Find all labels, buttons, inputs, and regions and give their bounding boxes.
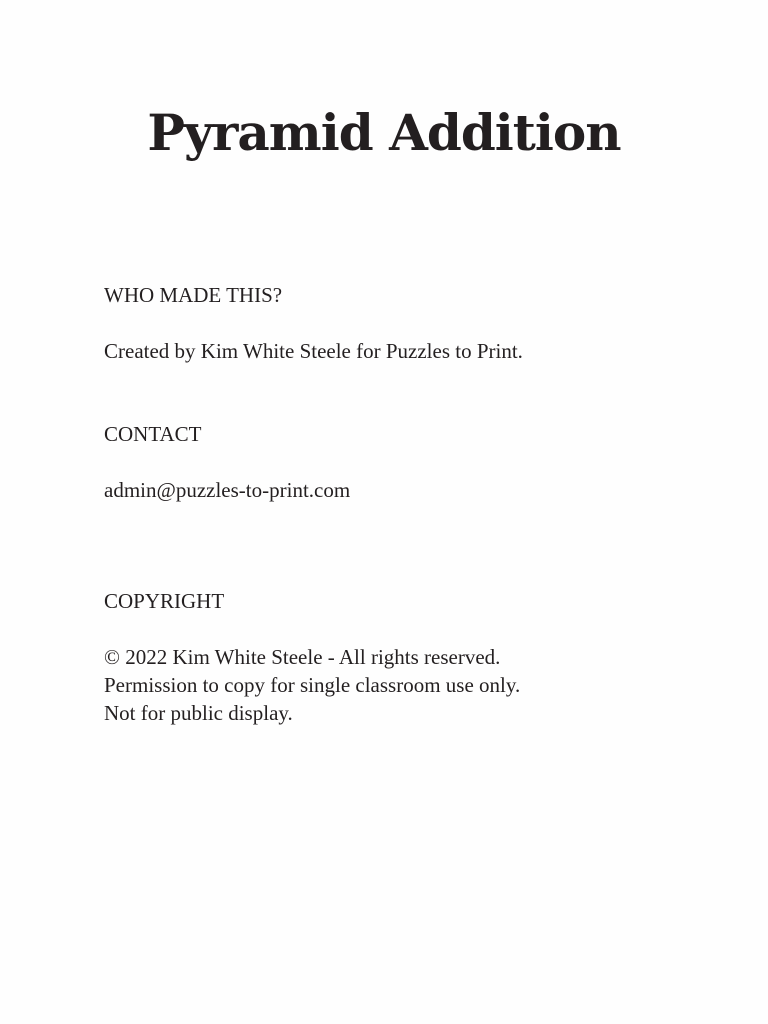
- copyright-heading: COPYRIGHT: [104, 589, 225, 613]
- page-title: Pyramid Addition: [147, 103, 621, 162]
- who-made-this-heading: WHO MADE THIS?: [104, 283, 283, 307]
- creator-credit: Created by Kim White Steele for Puzzles to Print.: [104, 339, 523, 363]
- display-restriction-line: Not for public display.: [104, 701, 293, 725]
- contact-heading: CONTACT: [104, 422, 202, 446]
- permission-line: Permission to copy for single classroom use only.: [104, 673, 521, 697]
- copyright-line: © 2022 Kim White Steele - All rights reserved.: [104, 645, 501, 669]
- contact-email: admin@puzzles-to-print.com: [104, 478, 351, 502]
